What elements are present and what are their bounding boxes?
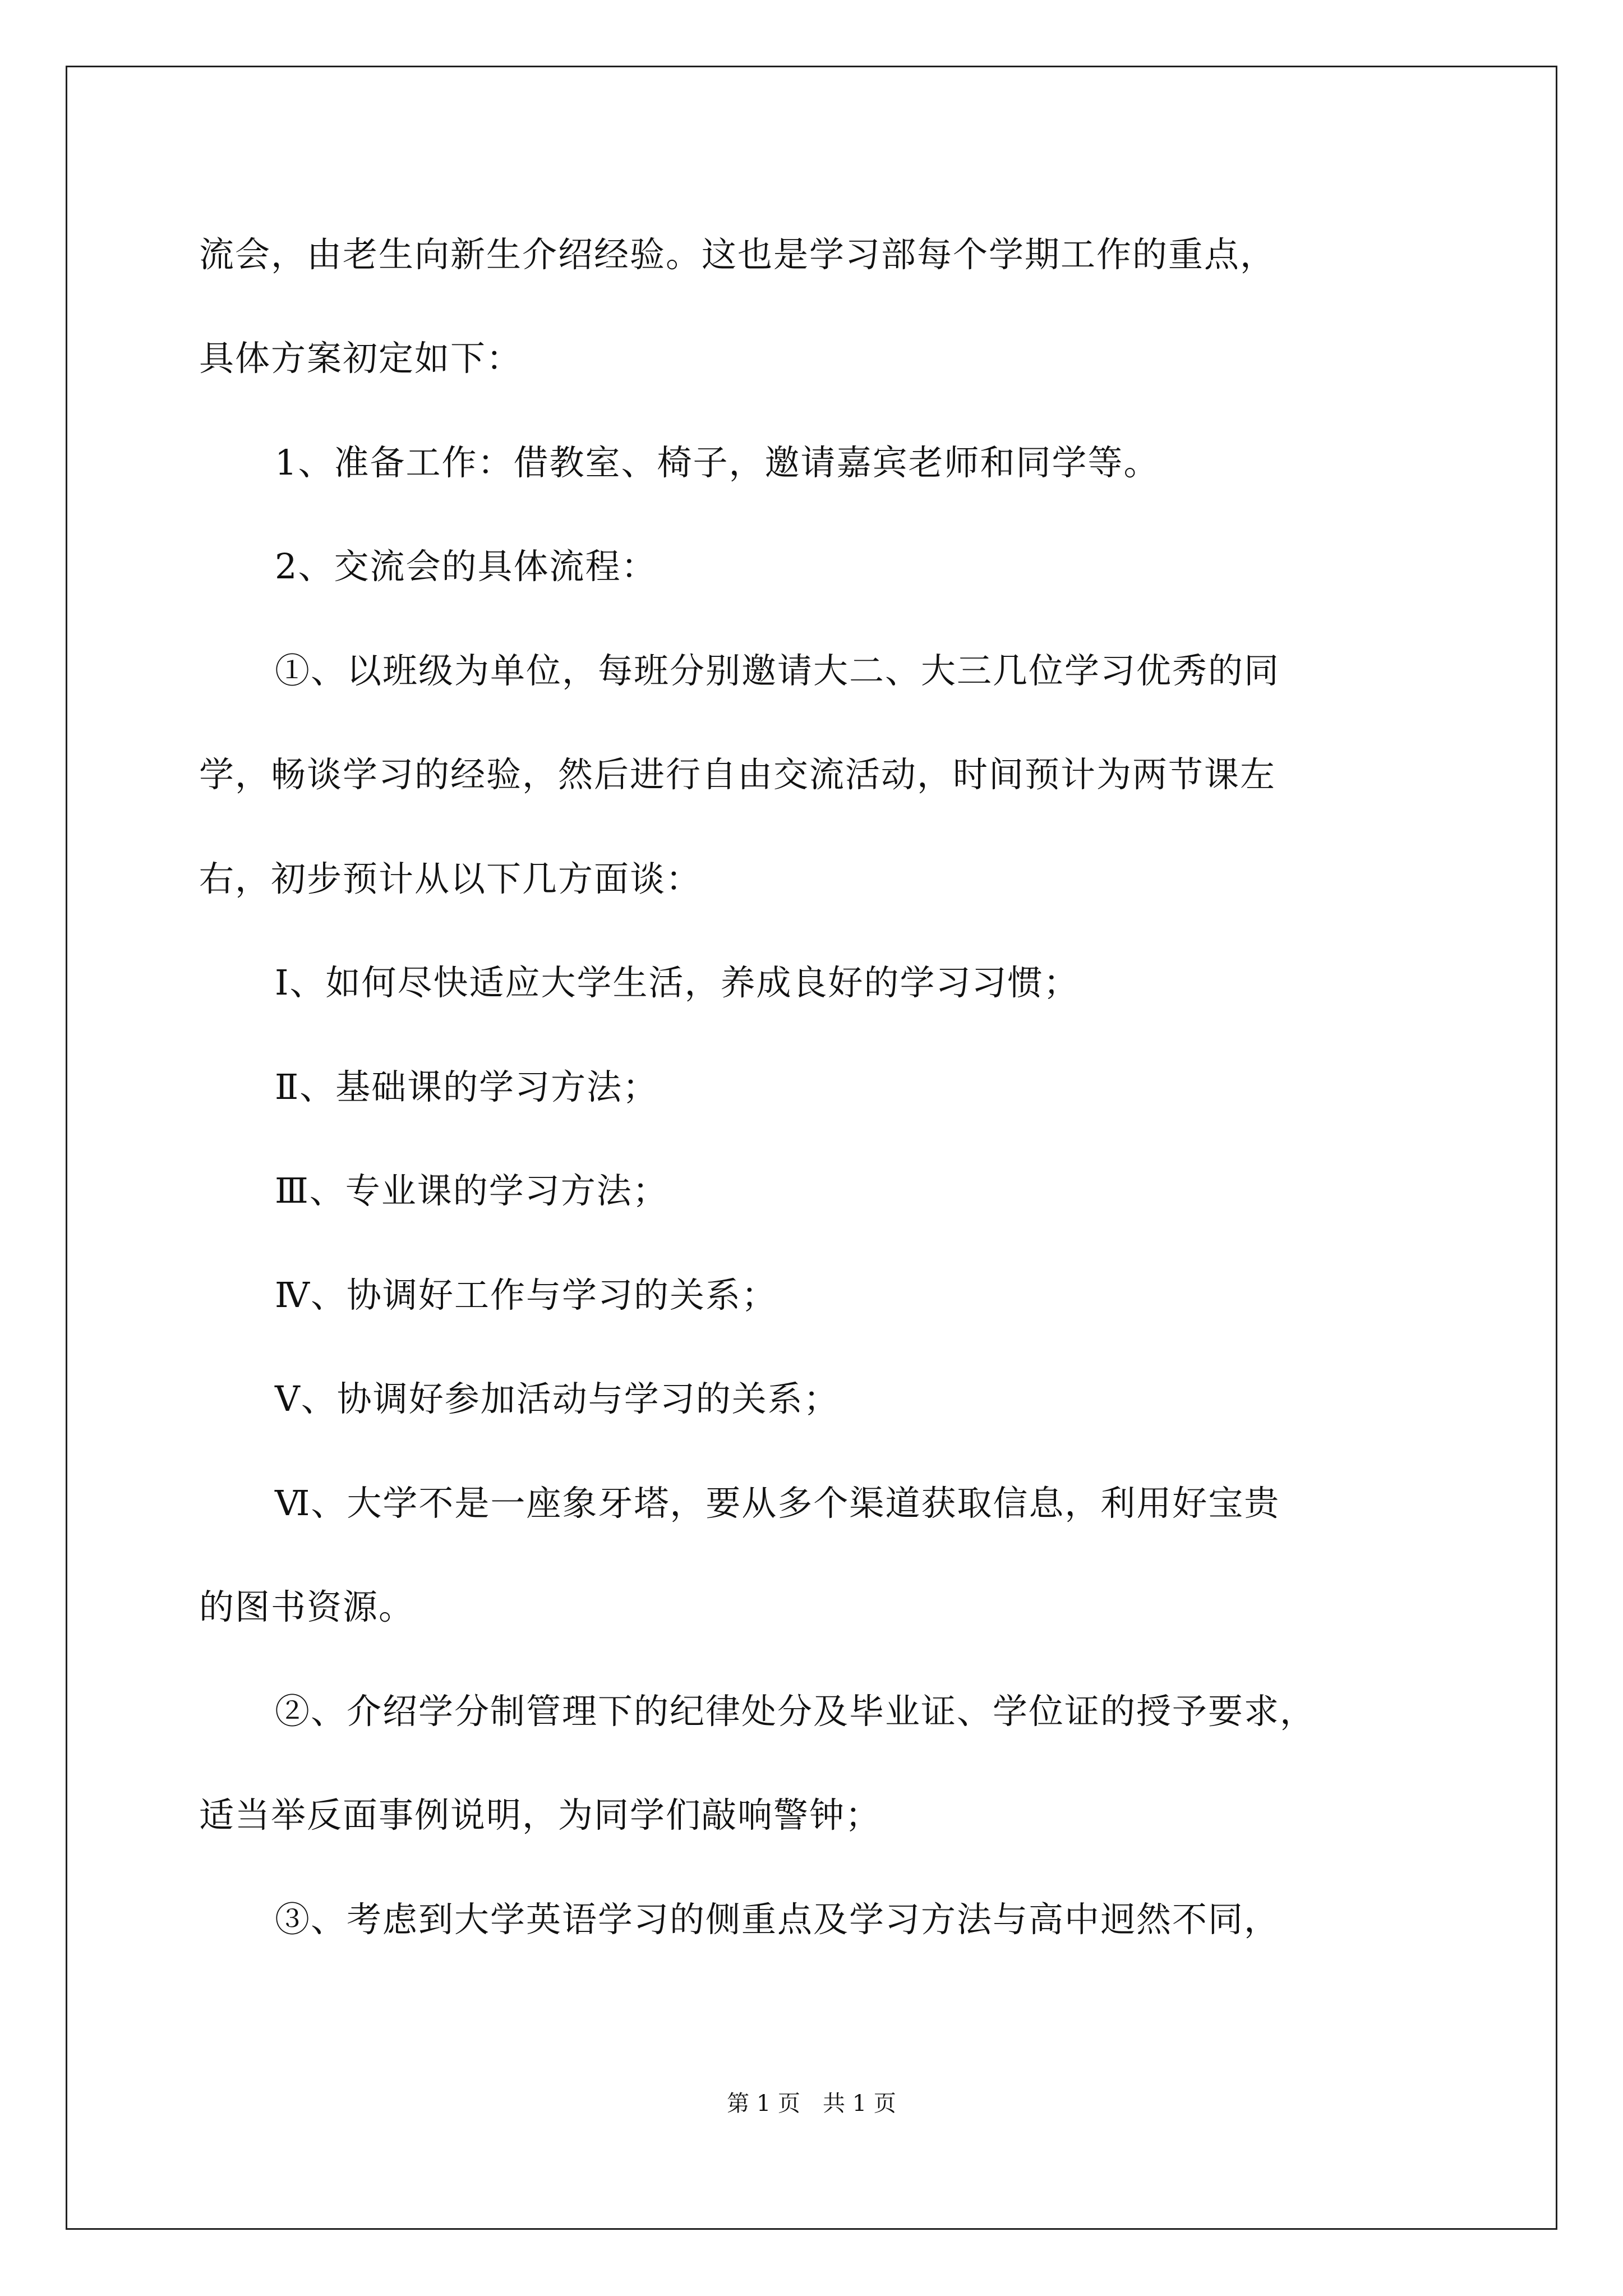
body-text-line: ②、介绍学分制管理下的纪律处分及毕业证、学位证的授予要求， — [275, 1691, 1316, 1732]
body-text-line: 具体方案初定如下： — [199, 338, 523, 379]
body-text-line: Ⅰ、如何尽快适应大学生活，养成良好的学习习惯； — [275, 962, 1080, 1003]
body-text-line: 的图书资源。 — [199, 1586, 415, 1627]
body-text-line: Ⅴ、协调好参加活动与学习的关系； — [275, 1378, 840, 1419]
body-text-line: ①、以班级为单位，每班分别邀请大二、大三几位学习优秀的同 — [275, 650, 1280, 691]
body-text-line: Ⅵ、大学不是一座象牙塔，要从多个渠道获取信息，利用好宝贵 — [275, 1483, 1280, 1524]
body-text-line: 学，畅谈学习的经验，然后进行自由交流活动，时间预计为两节课左 — [199, 754, 1276, 795]
body-text-line: 1、准备工作：借教室、椅子，邀请嘉宾老师和同学等。 — [275, 442, 1160, 483]
body-text-line: Ⅲ、专业课的学习方法； — [275, 1170, 668, 1211]
body-text-line: 适当举反面事例说明，为同学们敲响警钟； — [199, 1795, 882, 1835]
page-number-footer: 第 1 页 共 1 页 — [727, 2091, 896, 2116]
body-text-line: ③、考虑到大学英语学习的侧重点及学习方法与高中迥然不同， — [275, 1899, 1280, 1940]
body-text-line: Ⅱ、基础课的学习方法； — [275, 1066, 659, 1107]
body-text-line: 流会，由老生向新生介绍经验。这也是学习部每个学期工作的重点， — [199, 234, 1276, 275]
body-text-line: 2、交流会的具体流程： — [275, 546, 657, 587]
body-text-line: 右，初步预计从以下几方面谈： — [199, 858, 702, 899]
body-text-line: Ⅳ、协调好工作与学习的关系； — [275, 1274, 777, 1315]
